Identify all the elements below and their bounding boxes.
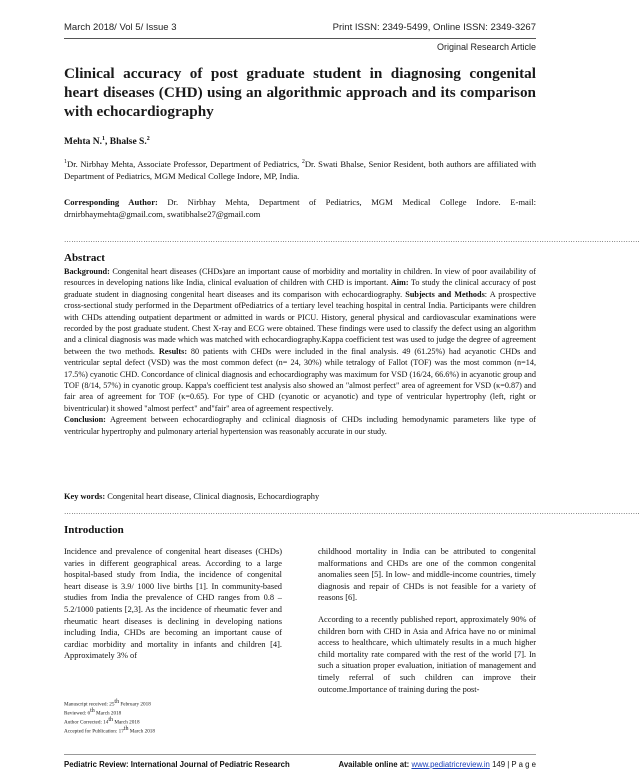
keywords [64,492,319,501]
footer-rule [64,754,536,755]
results-label: Results: [158,346,188,356]
author-affil-sup: 2 [146,136,150,142]
corresponding-author [64,196,536,220]
date-text: February 2018 [119,701,151,708]
body-column-left [64,546,282,672]
date-sup: th [123,726,129,733]
keywords-text: Congenital heart disease, Clinical diagnosis, Echocardiography [105,492,320,501]
conclusion-label: Conclusion: [64,415,106,425]
introduction-heading: Introduction [64,524,124,536]
paragraph: childhood mortality in India can be attributed to congenital malformations and CHDs are one of the common congenital anomalies seen [5]. In low- and middle-income countries, timely diagnosis and repair of CHDs is not feasible for a variety of reasons [6]. [318,547,536,603]
conclusion-text: Agreement between echocardiography and cclinical diagnosis of CHDs including hemodynamic parameters like type of ventricular hypertrophy and pulmonary arterial hypertension was reasonably accurate in our study. [64,415,536,436]
date-text: Accepted for Publication: 17 [64,729,124,736]
body-column-right [318,546,536,705]
date-text: March 2018 [113,720,140,727]
author-list [64,136,150,147]
date-text: March 2018 [94,710,122,717]
author-name: Bhalse S. [109,137,147,148]
corresponding-text: Dr. Nirbhay Mehta, Department of Pediatrics, MGM Medical College Indore. E-mail: drnirbhaymehta@gmail.com, swatibhalse27@gmail.com [64,197,536,219]
article-title: Clinical accuracy of post graduate student in diagnosing congenital heart diseases (CHD) using an algorithmic approach and its comparison with echocardiography [64,65,536,120]
page-number: 149 | P a g e [492,760,536,769]
corresponding-label: Corresponding Author: [64,197,158,207]
background-text: Congenital heart diseases (CHDs)are an important cause of morbidity and mortality in children. In view of poor availability of resources in developing nations like India, clinical evaluation of children with CHD is important. [64,267,536,288]
dotted-separator: …………………………………………………………………………………………………………………………………………………………………………………………………………………… [64,236,640,244]
author-separator: , [105,137,110,148]
available-label: Available online at: [338,760,410,769]
methods-text: : A prospective cross-sectional study performed in the Department ofPediatrics of a tertiary level teaching hospital in central India. Participants were children with CHDs attending outpatient department or admitted in wards or PICU. History, general physical and cardiovascular examinations were recorded by the post graduate student. Chest X-ray and ECG were obtained. These findings were used to classify the defect using an algorithm and a clinical diagnosis was made which was matched with echocardiography.Kappa coefficient test was used to judge the degree of agreement between the two methods. [64,289,537,356]
date-text: Manuscript received: 25 [64,701,115,708]
affil-text: Dr. Nirbhay Mehta, Associate Professor, Department of Pediatrics, [67,158,302,169]
journal-name: Pediatric Review: International Journal of Pediatric Research [64,760,290,769]
paragraph: According to a recently published report, approximately 90% of children born with CHD in Asia and Africa have no or minimal access to healthcare, which ultimately results in a much higher child mortality rate compared with the rest of the world [7]. In such a situation proper evaluation, initiation of management and timely referral of such children can improve their outcome.Importance of training during the post- [318,614,536,694]
author-affil-sup: 1 [102,136,105,142]
date-sup: th [114,699,120,705]
date-line [64,699,244,708]
abstract-body [64,266,536,437]
background-label: Background: [64,267,110,276]
keywords-label: Key words: [64,492,106,501]
availability [339,760,537,769]
aim-text: To study the clinical accuracy of post graduate student in diagnosing congenital heart diseases and its comparison with echocardiography. [64,278,536,299]
date-sup: th [108,717,114,724]
affil-sup: 1 [64,159,67,165]
author-name: Mehta N. [64,137,102,148]
affil-sup: 2 [301,159,305,165]
issue-info: March 2018/ Vol 5/ Issue 3 [64,22,177,33]
aim-label: Aim: [390,278,409,288]
journal-url-link[interactable]: www.pediatricreview.in [411,760,490,769]
running-header [64,22,536,38]
header-rule [64,38,536,39]
affiliations [64,156,536,182]
date-text: Author Corrected: 14 [64,720,109,727]
abstract-heading: Abstract [64,252,105,264]
results-text: 80 patients with CHDs were included in the final analysis. 49 (61.25%) had acyanotic CHDs and ventricular septal defect (VSD) was the most common defect (n= 24, 30%) while tetralogy of Fallot (TOF) was the most common (n=14, 17.5%) cyanotic CHD. Concordance of clinical diagnosis and echocardiography was maximum for VSD (16/24, 66.6%) in acyanotic group and TOF (8/14, 57%) in cyanotic group. Kappa's coefficient test analysis also showed an "almost perfect" area of agreement for VSD (κ=0.87) and fair area of agreement for TOF (κ=0.65). For type of CHD (cyanotic or acyanotic) and type of ventricular hypertrophy (left, right or biventricular) it showed "almost perfect" and"fair" area of agreement respectively. [64,346,536,413]
manuscript-dates [64,699,244,736]
date-text: March 2018 [128,729,155,736]
paragraph: Incidence and prevalence of congenital heart diseases (CHDs) varies in different geographical areas. According to a large hospital-based study from India, the incidence of congenital heart disease is 3.9/ 1000 live births [1]. In community-based studies from India the prevalence of CHD ranges from 0.8 – 5.2/1000 patients [2,3]. As the incidence of rheumatic fever and rheumatic heart diseases is declining in developing nations including India, CHDs are becoming an important cause of cardiac morbidity and mortality in infants and children [4]. Approximately 3% of [64,547,282,661]
methods-label: Subjects and Methods [405,289,485,299]
date-sup: th [90,708,95,715]
issn-info: Print ISSN: 2349-5499, Online ISSN: 2349-3267 [332,22,536,33]
dotted-separator: …………………………………………………………………………………………………………………………………………………………………………………………………………………… [64,508,640,516]
article-type: Original Research Article [436,42,536,52]
date-line [64,717,244,726]
date-line [64,726,244,735]
date-text: Reviewed: 6 [64,710,91,717]
affil-text: Dr. Swati Bhalse, Senior Resident, both authors are affiliated with Department of Pediatrics, MGM Medical College Indore, MP, India. [64,158,537,181]
date-line [64,708,244,717]
